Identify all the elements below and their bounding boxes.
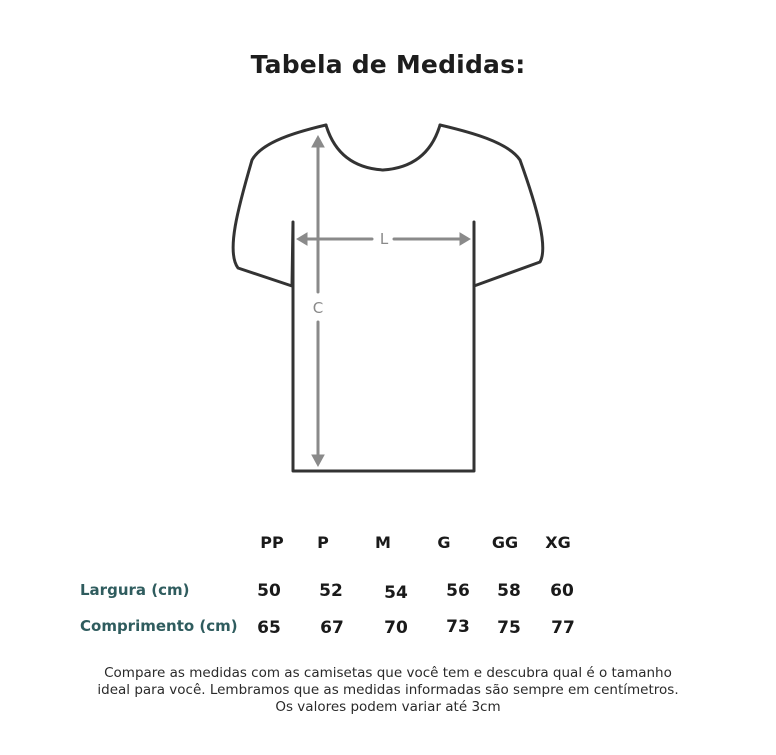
size-header-p: P bbox=[317, 533, 329, 552]
width-label: L bbox=[379, 230, 389, 248]
size-header-g: G bbox=[437, 533, 451, 552]
cell-largura-m: 54 bbox=[384, 583, 408, 603]
size-header-m: M bbox=[375, 533, 391, 552]
row-label-comprimento: Comprimento (cm) bbox=[80, 617, 238, 635]
cell-comprimento-gg: 75 bbox=[497, 618, 521, 638]
cell-largura-g: 56 bbox=[446, 581, 470, 601]
cell-comprimento-xg: 77 bbox=[551, 618, 575, 638]
note-line-3: Os valores podem variar até 3cm bbox=[275, 699, 501, 715]
cell-comprimento-p: 67 bbox=[320, 618, 344, 638]
row-label-largura: Largura (cm) bbox=[80, 581, 190, 599]
cell-comprimento-m: 70 bbox=[384, 618, 408, 638]
size-header-gg: GG bbox=[491, 533, 519, 552]
cell-comprimento-pp: 65 bbox=[257, 618, 281, 638]
size-header-xg: XG bbox=[545, 533, 571, 552]
note-line-2: ideal para você. Lembramos que as medidas informadas são sempre em centímetros. bbox=[97, 682, 679, 698]
cell-largura-p: 52 bbox=[319, 581, 343, 601]
page-title: Tabela de Medidas: bbox=[250, 50, 526, 79]
tshirt-outline bbox=[233, 125, 543, 471]
measurement-note bbox=[0, 665, 776, 716]
size-header-pp: PP bbox=[260, 533, 284, 552]
cell-largura-gg: 58 bbox=[497, 581, 521, 601]
tshirt-collar bbox=[326, 125, 440, 170]
note-line-1: Compare as medidas com as camisetas que você tem e descubra qual é o tamanho bbox=[104, 665, 672, 681]
cell-comprimento-g: 73 bbox=[446, 617, 470, 637]
cell-largura-xg: 60 bbox=[550, 581, 574, 601]
cell-largura-pp: 50 bbox=[257, 581, 281, 601]
length-label: C bbox=[312, 299, 324, 317]
